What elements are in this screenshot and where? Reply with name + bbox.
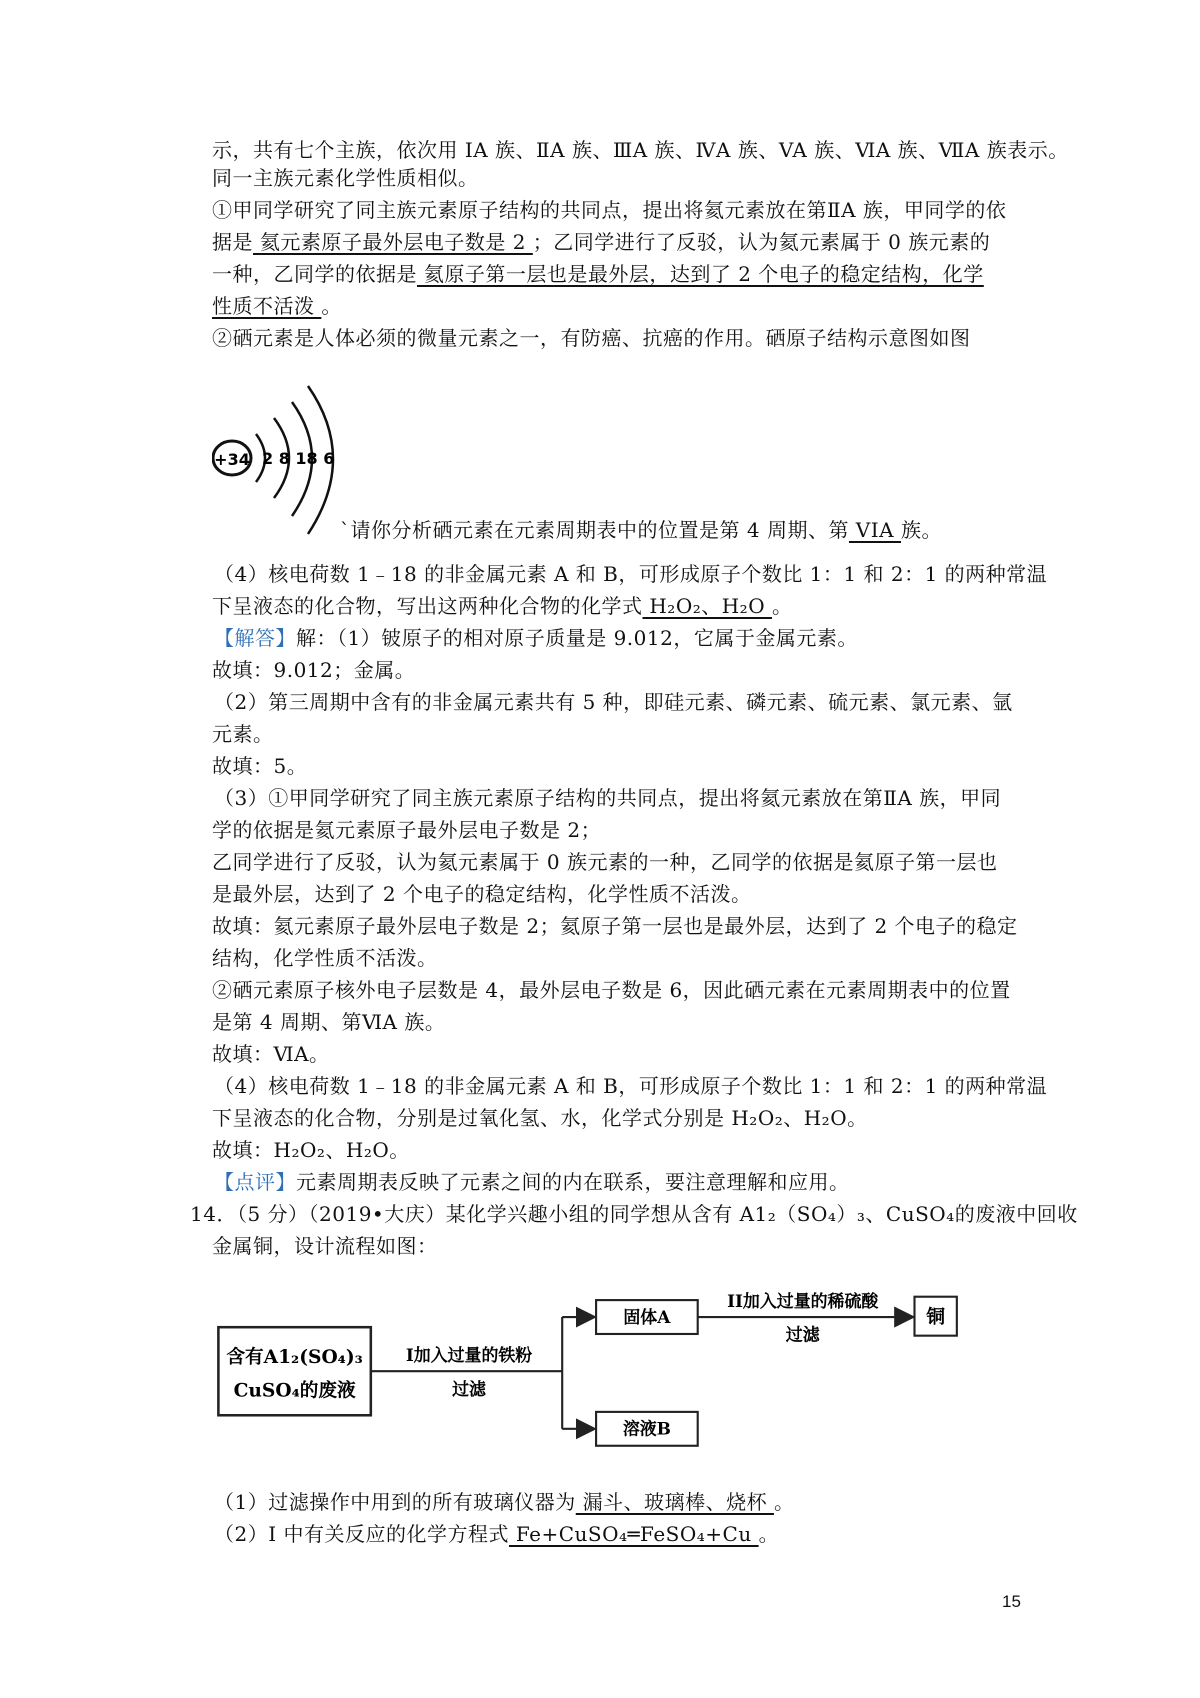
text-line: 元素。 [212, 722, 274, 746]
solution-b-label: 溶液B [622, 1418, 671, 1439]
text-fragment: 。 [758, 1522, 780, 1546]
text-line: （3）①甲同学研究了同主族元素原子结构的共同点，提出将氦元素放在第ⅡA 族，甲同 [214, 786, 1002, 810]
step-1-label: I加入过量的铁粉 [405, 1345, 533, 1366]
text-line: ①甲同学研究了同主族元素原子结构的共同点，提出将氦元素放在第ⅡA 族，甲同学的依 [212, 198, 1007, 222]
step-2-label: II加入过量的稀硫酸 [727, 1290, 879, 1311]
answer-blank: 氦元素原子最外层电子数是 2 [253, 230, 533, 254]
text-line: 故填：5。 [212, 754, 308, 778]
text-line [214, 1488, 794, 1516]
text-line: 下呈液态的化合物，分别是过氧化氢、水，化学式分别是 H₂O₂、H₂O。 [212, 1106, 868, 1130]
page-number: 15 [1002, 1592, 1021, 1611]
text-fragment: 下呈液态的化合物，写出这两种化合物的化学式 [212, 594, 643, 618]
question-number: 14． [190, 1202, 237, 1226]
answer-blank: 氦原子第一层也是最外层，达到了 2 个电子的稳定结构，化学 [417, 262, 984, 286]
text-fragment: （5 分）（2019•大庆）某化学兴趣小组的同学想从含有 A1₂（SO₄）₃、CuSO₄的废液中回收 [236, 1202, 1078, 1226]
text-line: 是最外层，达到了 2 个电子的稳定结构，化学性质不活泼。 [212, 882, 752, 906]
text-line: 是第 4 周期、第ⅥA 族。 [212, 1010, 446, 1034]
text-line [214, 624, 858, 652]
text-line [212, 260, 984, 288]
text-line: 示，共有七个主族，依次用 IA 族、ⅡA 族、ⅢA 族、ⅣA 族、VA 族、ⅥA 族、ⅦA 族表示。 [212, 138, 1069, 162]
text-fragment: ；乙同学进行了反驳，认为氦元素属于 0 族元素的 [532, 230, 991, 254]
answer-blank: H₂O₂、H₂O [642, 594, 772, 618]
question-14-line [190, 1200, 1078, 1228]
text-fragment: （1）过滤操作中用到的所有玻璃仪器为 [214, 1490, 576, 1514]
text-line: 结构，化学性质不活泼。 [212, 946, 438, 970]
text-fragment: 一种，乙同学的依据是 [212, 262, 417, 286]
copper-recovery-flowchart [215, 1262, 1155, 1472]
text-line: 故填：H₂O₂、H₂O。 [212, 1138, 410, 1162]
text-fragment: ` [340, 518, 351, 542]
text-fragment: 。 [773, 1490, 795, 1514]
waste-liquid-label-1: 含有A1₂(SO₄)₃ [226, 1346, 363, 1368]
answer-blank: Fe+CuSO₄═FeSO₄+Cu [508, 1522, 759, 1546]
text-fragment: 。 [321, 294, 342, 318]
answer-blank: 性质不活泼 [212, 294, 322, 318]
text-fragment: 解：（1）铍原子的相对原子质量是 9.012，它属于金属元素。 [296, 626, 858, 650]
text-line: 金属铜，设计流程如图： [212, 1234, 438, 1258]
text-fragment: 。 [771, 594, 793, 618]
text-line: （4）核电荷数 1﹣18 的非金属元素 A 和 B，可形成原子个数比 1：1 和 2：1 的两种常温 [214, 1074, 1048, 1098]
text-line: ②硒元素是人体必须的微量元素之一，有防癌、抗癌的作用。硒原子结构示意图如图 [212, 326, 971, 350]
text-line: 乙同学进行了反驳，认为氦元素属于 0 族元素的一种，乙同学的依据是氦原子第一层也 [212, 850, 998, 874]
text-line: 故填：9.012；金属。 [212, 658, 416, 682]
text-line [340, 516, 942, 544]
text-line [214, 1520, 779, 1548]
selenium-atom-diagram [212, 382, 348, 536]
step-1-filter-label: 过滤 [452, 1378, 486, 1399]
review-tag: 【点评】 [214, 1170, 296, 1194]
answer-tag: 【解答】 [214, 626, 296, 650]
answer-blank: VIA [848, 518, 901, 542]
text-line: （4）核电荷数 1﹣18 的非金属元素 A 和 B，可形成原子个数比 1：1 和 2：1 的两种常温 [214, 562, 1048, 586]
text-fragment: 元素周期表反映了元素之间的内在联系，要注意理解和应用。 [296, 1170, 850, 1194]
text-line: 同一主族元素化学性质相似。 [212, 166, 479, 190]
step-2-filter-label: 过滤 [785, 1324, 820, 1345]
text-line [212, 228, 990, 256]
answer-blank: 漏斗、玻璃棒、烧杯 [575, 1490, 774, 1514]
waste-liquid-box [218, 1327, 370, 1415]
text-line [212, 592, 792, 620]
text-line [212, 292, 342, 320]
text-line [214, 1168, 850, 1196]
text-fragment: 请你分析硒元素在元素周期表中的位置是第 4 周期、第 [350, 518, 849, 542]
text-line: 故填：ⅥA。 [212, 1042, 330, 1066]
text-line: ②硒元素原子核外电子层数是 4，最外层电子数是 6，因此硒元素在元素周期表中的位置 [212, 978, 1011, 1002]
copper-label: 铜 [926, 1306, 945, 1328]
text-fragment: （2）I 中有关反应的化学方程式 [214, 1522, 509, 1546]
waste-liquid-label-2: CuSO₄的废液 [233, 1380, 356, 1402]
shell-electron-counts: 2 8 18 6 [262, 449, 335, 468]
text-line: （2）第三周期中含有的非金属元素共有 5 种，即硅元素、磷元素、硫元素、氯元素、氩 [214, 690, 1013, 714]
solid-a-label: 固体A [623, 1306, 671, 1327]
text-fragment: 据是 [212, 230, 253, 254]
text-line: 故填：氦元素原子最外层电子数是 2；氦原子第一层也是最外层，达到了 2 个电子的稳定 [212, 914, 1018, 938]
nucleus-charge: +34 [214, 450, 250, 469]
text-fragment: 族。 [900, 518, 942, 542]
text-line: 学的依据是氦元素原子最外层电子数是 2； [212, 818, 602, 842]
